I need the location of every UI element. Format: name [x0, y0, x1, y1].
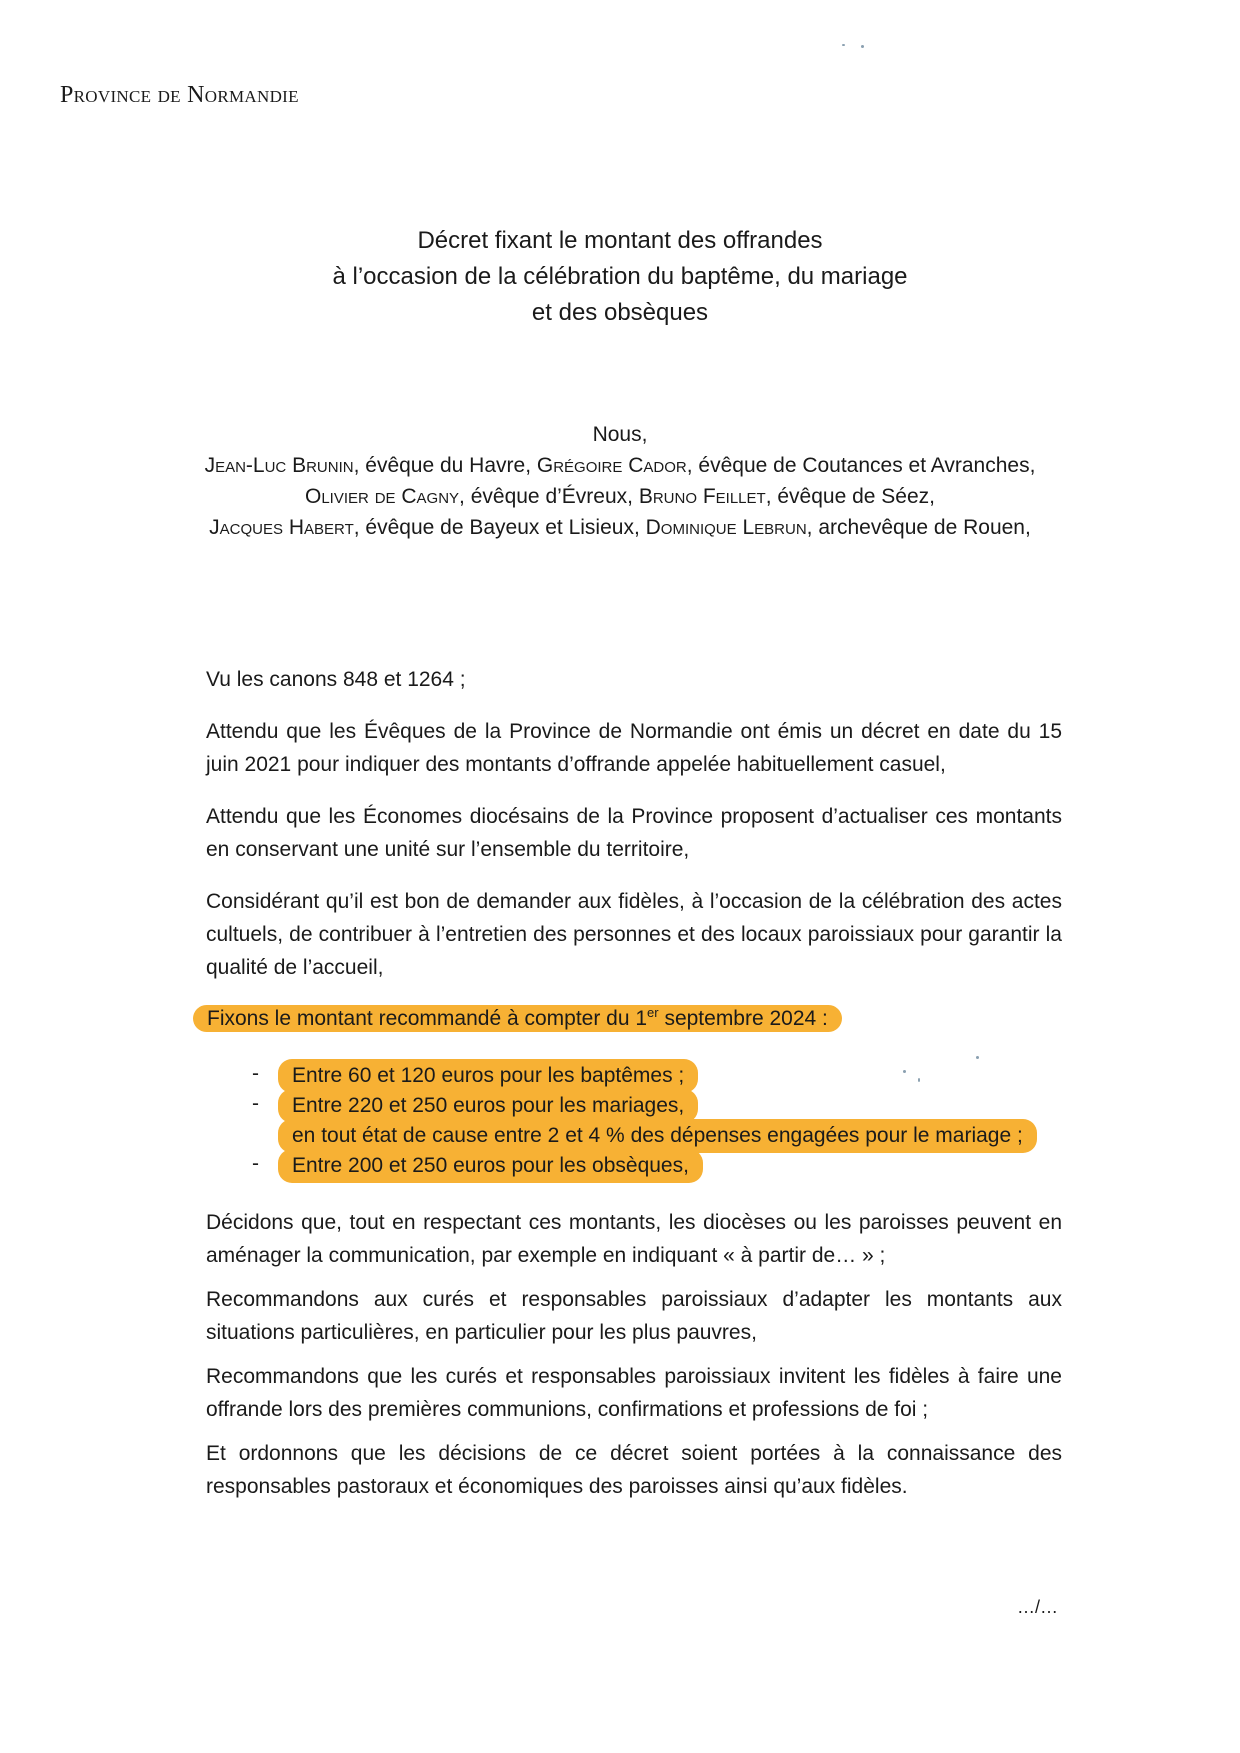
nous-label: Nous,	[592, 423, 648, 446]
title-line-2: à l’occasion de la célébration du baptême, du mariage	[332, 263, 908, 290]
paragraph-decidons: Décidons que, tout en respectant ces montants, les diocèses ou les paroisses peuvent en aménager la communication, par exemple en indiquant « à partir de… » ;	[206, 1211, 1062, 1267]
bishop-name: Bruno Feillet	[638, 485, 766, 508]
paragraph-canons: Vu les canons 848 et 1264 ;	[206, 668, 466, 691]
paragraph-considerant: Considérant qu’il est bon de demander aux fidèles, à l’occasion de la célébration des actes cultuels, de contribuer à l’entretien des personnes et des locaux paroissiaux pour garantir la qualité de l’accueil,	[206, 890, 1062, 979]
bishops-line-2	[0, 481, 1240, 512]
bishop-name: Jacques Habert	[209, 516, 354, 539]
bishop-role: , évêque de Bayeux et Lisieux,	[353, 516, 646, 539]
bishops-line-3	[0, 512, 1240, 543]
scan-speck	[842, 44, 845, 46]
decisions-section	[206, 1206, 1062, 1514]
considerations-section	[206, 663, 1062, 1003]
bishop-name: Dominique Lebrun	[645, 516, 807, 539]
amount-bapteme: Entre 60 et 120 euros pour les baptêmes ;	[278, 1059, 698, 1093]
paragraph-recommandons-1: Recommandons aux curés et responsables paroissiaux d’adapter les montants aux situations particulières, en particulier pour les plus pauvres,	[206, 1288, 1062, 1344]
scan-speck	[918, 1078, 920, 1082]
bishop-role: , évêque de Coutances et Avranches,	[686, 454, 1036, 477]
paragraph-recommandons-2: Recommandons que les curés et responsables paroissiaux invitent les fidèles à faire une offrande lors des premières communions, confirmations et professions de foi ;	[206, 1365, 1062, 1421]
bishops-line-1	[0, 450, 1240, 481]
bishop-role: , évêque du Havre,	[353, 454, 537, 477]
continuation-mark: …/…	[1017, 1597, 1059, 1617]
fixons-text: Fixons le montant recommandé à compter du 1	[207, 1007, 648, 1030]
fixons-date: septembre 2024 :	[658, 1007, 828, 1030]
scan-speck	[903, 1070, 906, 1073]
title-line-3: et des obsèques	[531, 299, 709, 326]
province-header: Province de Normandie	[60, 82, 299, 108]
list-dash: -	[252, 1062, 259, 1085]
bishop-role: , archevêque de Rouen,	[806, 516, 1031, 539]
decree-title	[0, 223, 1240, 331]
highlight-fixons	[193, 1005, 842, 1032]
bishop-name: Olivier de Cagny	[305, 485, 460, 508]
title-line-1: Décret fixant le montant des offrandes	[417, 227, 823, 254]
paragraph-attendu-1: Attendu que les Évêques de la Province de Normandie ont émis un décret en date du 15 juin 2021 pour indiquer des montants d’offrande appelée habituellement casuel,	[206, 720, 1062, 776]
amount-mariage-note: en tout état de cause entre 2 et 4 % des dépenses engagées pour le mariage ;	[278, 1119, 1037, 1153]
scan-speck	[976, 1056, 979, 1059]
amount-mariage: Entre 220 et 250 euros pour les mariages,	[278, 1089, 698, 1123]
fixons-statement	[193, 1004, 842, 1034]
bishop-role: , évêque de Séez,	[765, 485, 935, 508]
bishop-name: Jean-Luc Brunin	[204, 454, 354, 477]
paragraph-attendu-2: Attendu que les Économes diocésains de la Province proposent d’actualiser ces montants en conservant une unité sur l’ensemble du territoire,	[206, 805, 1062, 861]
scan-speck	[861, 45, 864, 48]
fixons-superscript: er	[647, 1005, 659, 1020]
bishops-block	[0, 419, 1240, 543]
list-dash: -	[252, 1152, 259, 1175]
amount-obseques: Entre 200 et 250 euros pour les obsèques,	[278, 1149, 703, 1183]
bishop-role: , évêque d’Évreux,	[459, 485, 639, 508]
paragraph-ordonnons: Et ordonnons que les décisions de ce décret soient portées à la connaissance des responsables pastoraux et économiques des paroisses ainsi qu’aux fidèles.	[206, 1442, 1062, 1498]
bishop-name: Grégoire Cador	[536, 454, 687, 477]
list-dash: -	[252, 1092, 259, 1115]
